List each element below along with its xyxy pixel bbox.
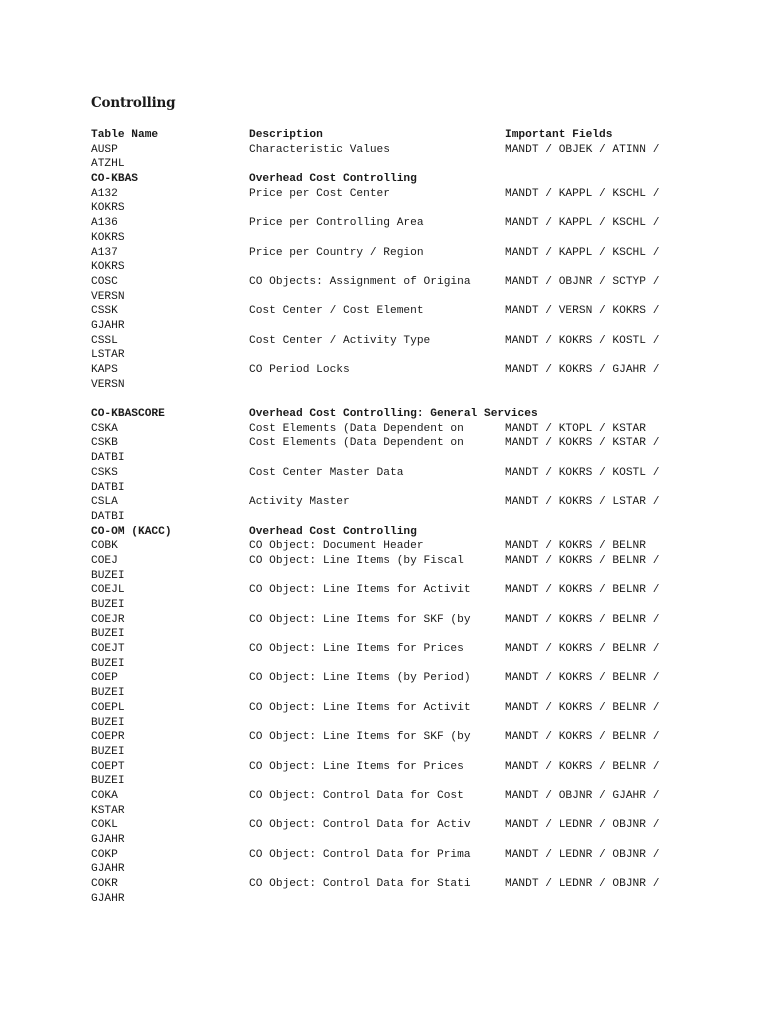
table-name-cell: COEPT: [91, 760, 125, 773]
important-fields-cell: MANDT / KOKRS / KOSTL /: [505, 334, 660, 347]
table-name-cell: VERSN: [91, 290, 125, 303]
important-fields-cell: MANDT / OBJEK / ATINN /: [505, 143, 660, 156]
important-fields-cell: MANDT / LEDNR / OBJNR /: [505, 878, 660, 891]
table-name-cell: COKL: [91, 819, 118, 832]
table-name-cell: GJAHR: [91, 834, 125, 846]
table-name-cell: CSLA: [91, 496, 118, 509]
table-name-cell: COEPL: [91, 701, 125, 714]
table-name-cell: KOKRS: [91, 231, 125, 244]
important-fields-cell: MANDT / KAPPL / KSCHL /: [505, 187, 660, 200]
table-name-cell: GJAHR: [91, 863, 125, 876]
description-cell: Overhead Cost Controlling: General Services: [249, 408, 538, 421]
table-name-cell: CSKB: [91, 437, 118, 450]
description-cell: Price per Country / Region: [249, 246, 424, 259]
description-cell: CO Object: Control Data for Stati: [249, 878, 471, 891]
important-fields-cell: MANDT / KOKRS / BELNR /: [505, 731, 660, 744]
description-cell: Overhead Cost Controlling: [249, 173, 417, 186]
table-name-cell: DATBI: [91, 481, 125, 494]
description-cell: CO Object: Line Items for SKF (by: [249, 731, 471, 744]
important-fields-cell: MANDT / KOKRS / LSTAR /: [505, 496, 660, 509]
table-name-cell: BUZEI: [91, 569, 125, 582]
important-fields-cell: MANDT / KOKRS / BELNR /: [505, 584, 660, 597]
description-cell: CO Object: Document Header: [249, 540, 424, 553]
important-fields-cell: MANDT / KOKRS / BELNR /: [505, 701, 660, 714]
description-cell: CO Object: Control Data for Activ: [249, 819, 471, 832]
column-header-description: Description: [249, 129, 323, 141]
description-cell: CO Object: Line Items for Prices: [249, 760, 464, 773]
table-name-cell: KOKRS: [91, 202, 125, 215]
important-fields-cell: MANDT / VERSN / KOKRS /: [505, 305, 660, 318]
table-name-cell: BUZEI: [91, 687, 125, 700]
table-name-cell: COEJL: [91, 584, 125, 597]
table-name-cell: BUZEI: [91, 628, 125, 641]
column-header-table-name: Table Name: [91, 129, 159, 141]
table-name-cell: DATBI: [91, 510, 125, 523]
description-cell: Cost Center / Activity Type: [249, 334, 431, 347]
important-fields-cell: MANDT / KAPPL / KSCHL /: [505, 246, 660, 259]
important-fields-cell: MANDT / KTOPL / KSTAR: [505, 422, 646, 435]
description-cell: Cost Elements (Data Dependent on: [249, 422, 464, 435]
table-name-cell: VERSN: [91, 378, 125, 391]
important-fields-cell: MANDT / OBJNR / SCTYP /: [505, 275, 660, 288]
important-fields-cell: MANDT / KOKRS / BELNR /: [505, 672, 660, 685]
description-cell: CO Period Locks: [249, 364, 350, 376]
description-cell: CO Object: Line Items for Activit: [249, 701, 471, 714]
table-name-cell: COKA: [91, 789, 118, 802]
table-name-cell: COEJ: [91, 554, 118, 567]
important-fields-cell: MANDT / OBJNR / GJAHR /: [505, 789, 660, 802]
important-fields-cell: MANDT / KAPPL / KSCHL /: [505, 217, 660, 230]
table-name-cell: CSKS: [91, 466, 118, 479]
description-cell: Cost Center / Cost Element: [249, 305, 424, 318]
table-name-cell: COSC: [91, 275, 118, 288]
table-name-cell: BUZEI: [91, 745, 125, 758]
table-name-cell: COEJT: [91, 643, 125, 656]
table-name-cell: CSKA: [91, 422, 118, 435]
description-cell: Cost Center Master Data: [249, 466, 404, 479]
table-name-cell: KAPS: [91, 364, 118, 376]
important-fields-cell: MANDT / LEDNR / OBJNR /: [505, 819, 660, 832]
important-fields-cell: MANDT / LEDNR / OBJNR /: [505, 848, 660, 861]
description-cell: Cost Elements (Data Dependent on: [249, 437, 464, 450]
table-name-cell: CSSL: [91, 334, 118, 347]
table-name-cell: COEJR: [91, 613, 125, 626]
important-fields-cell: MANDT / KOKRS / KSTAR /: [505, 437, 660, 450]
page-heading: Controlling: [91, 95, 176, 111]
table-name-cell: BUZEI: [91, 775, 125, 788]
table-name-cell: CO-KBAS: [91, 173, 138, 186]
table-name-cell: AUSP: [91, 143, 118, 156]
table-name-cell: KSTAR: [91, 804, 125, 817]
description-cell: CO Object: Control Data for Cost: [249, 789, 464, 802]
table-name-cell: GJAHR: [91, 319, 125, 332]
important-fields-cell: MANDT / KOKRS / BELNR /: [505, 554, 660, 567]
table-name-cell: A132: [91, 187, 118, 200]
column-header-important-fields: Important Fields: [505, 129, 613, 141]
table-name-cell: KOKRS: [91, 261, 125, 274]
table-name-cell: BUZEI: [91, 716, 125, 729]
important-fields-cell: MANDT / KOKRS / BELNR /: [505, 613, 660, 626]
table-name-cell: ATZHL: [91, 158, 125, 171]
table-name-cell: CO-OM (KACC): [91, 525, 172, 538]
description-cell: CO Object: Line Items for Activit: [249, 584, 471, 597]
important-fields-cell: MANDT / KOKRS / BELNR /: [505, 760, 660, 773]
table-name-cell: CSSK: [91, 305, 118, 318]
table-name-cell: CO-KBASCORE: [91, 408, 165, 421]
description-cell: CO Object: Control Data for Prima: [249, 848, 471, 861]
description-cell: CO Object: Line Items for Prices: [249, 643, 464, 656]
description-cell: CO Object: Line Items (by Fiscal: [249, 554, 464, 567]
table-name-cell: COKR: [91, 878, 118, 891]
table-name-cell: COBK: [91, 540, 118, 553]
important-fields-cell: MANDT / KOKRS / GJAHR /: [505, 364, 660, 376]
description-cell: Price per Cost Center: [249, 187, 390, 200]
description-cell: Activity Master: [249, 496, 350, 509]
table-name-cell: A137: [91, 246, 118, 259]
important-fields-cell: MANDT / KOKRS / BELNR /: [505, 643, 660, 656]
table-name-cell: A136: [91, 217, 118, 230]
description-cell: CO Object: Line Items (by Period): [249, 672, 471, 685]
description-cell: CO Object: Line Items for SKF (by: [249, 613, 471, 626]
table-name-cell: COKP: [91, 848, 118, 861]
table-name-cell: BUZEI: [91, 657, 125, 670]
table-name-cell: GJAHR: [91, 892, 125, 905]
important-fields-cell: MANDT / KOKRS / BELNR: [505, 540, 646, 553]
description-cell: Price per Controlling Area: [249, 217, 424, 230]
table-name-cell: COEP: [91, 672, 118, 685]
important-fields-cell: MANDT / KOKRS / KOSTL /: [505, 466, 660, 479]
table-name-cell: DATBI: [91, 452, 125, 465]
description-cell: CO Objects: Assignment of Origina: [249, 275, 471, 288]
description-cell: Characteristic Values: [249, 143, 390, 156]
table-name-cell: COEPR: [91, 731, 125, 744]
table-name-cell: LSTAR: [91, 349, 125, 362]
table-name-cell: BUZEI: [91, 599, 125, 611]
description-cell: Overhead Cost Controlling: [249, 525, 417, 538]
